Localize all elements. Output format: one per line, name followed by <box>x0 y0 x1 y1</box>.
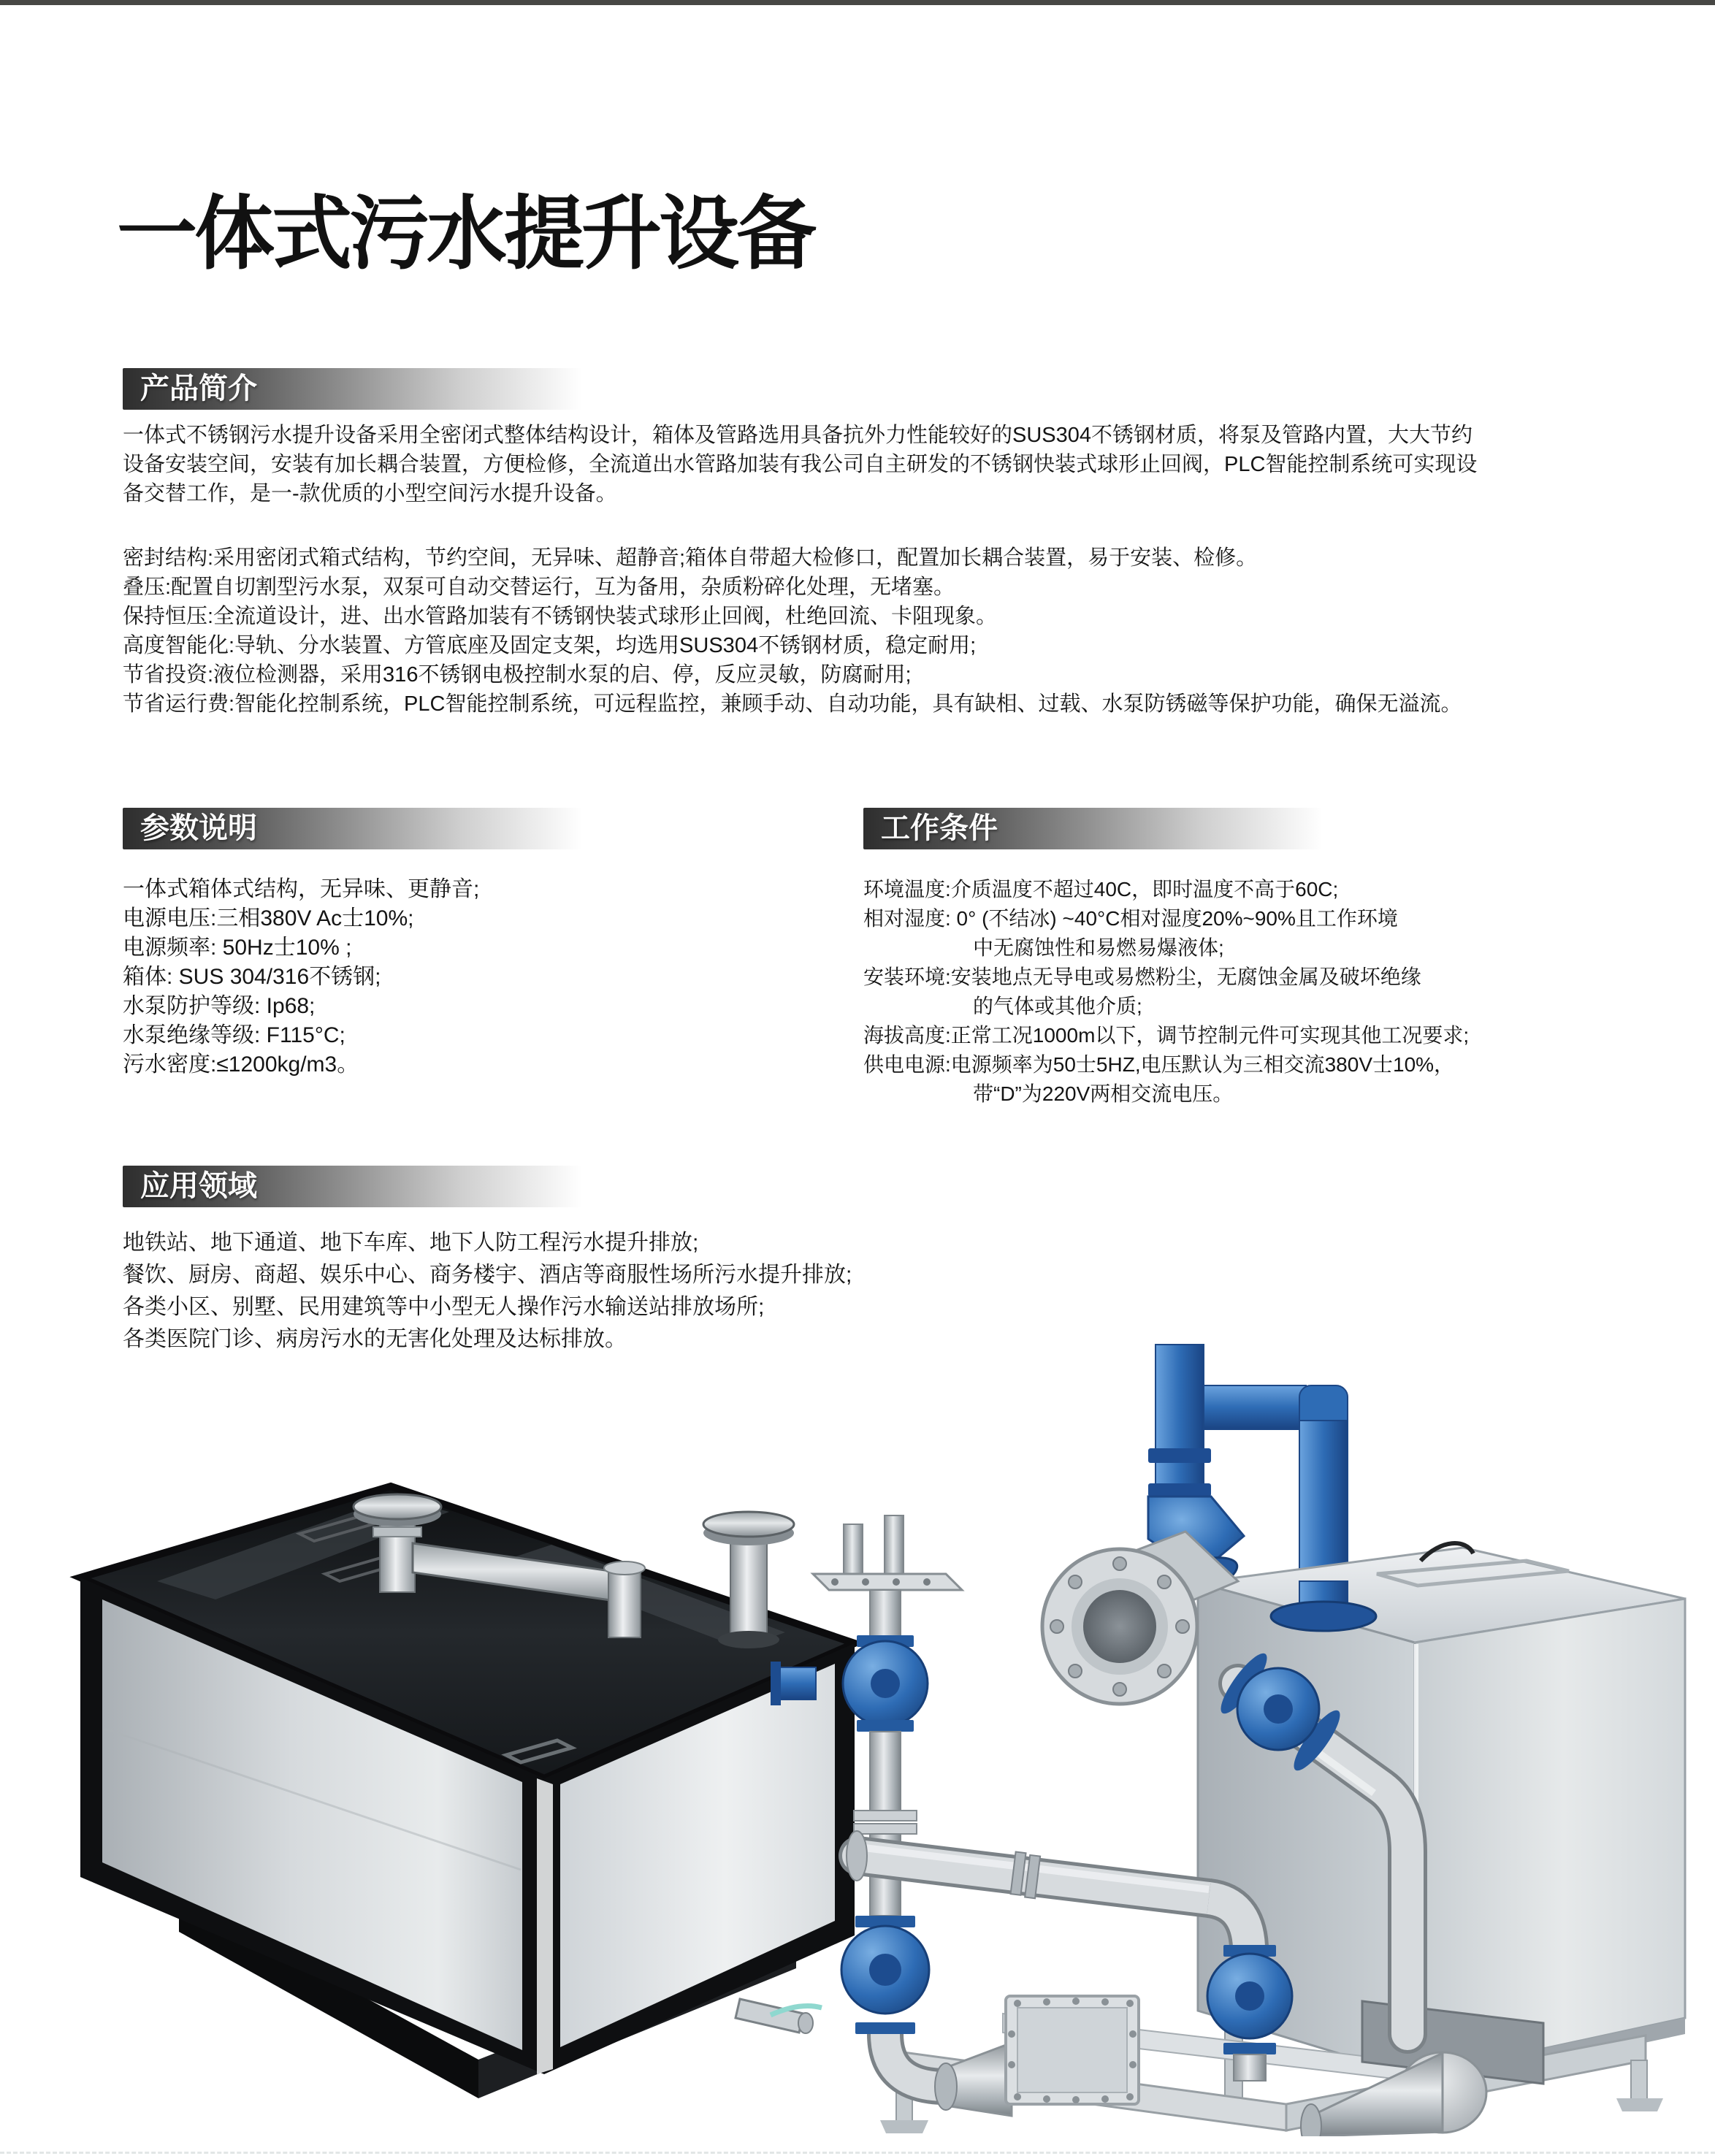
params-line: 电源电压:三相380V Ac士10%; <box>123 906 414 930</box>
section-conditions-heading: 工作条件 <box>863 808 1347 849</box>
bottom-dashed-line <box>0 2152 1715 2154</box>
applications-line: 地铁站、地下通道、地下车库、地下人防工程污水提升排放; <box>123 1231 699 1255</box>
applications-line: 餐饮、厨房、商超、娱乐中心、商务楼宇、酒店等商服性场所污水提升排放; <box>123 1263 852 1287</box>
params-line: 箱体: SUS 304/316不锈钢; <box>123 965 381 989</box>
conditions-line: 环境温度:介质温度不超过40C，即时温度不高于60C; <box>863 878 1339 901</box>
conditions-line: 海拔高度:正常工况1000m以下，调节控制元件可实现其他工况要求; <box>863 1024 1470 1047</box>
feature-line: 节省投资:液位检测器，采用316不锈钢电极控制水泵的启、停，反应灵敏，防腐耐用; <box>123 663 912 687</box>
conditions-line: 安装环境:安装地点无导电或易燃粉尘，无腐蚀金属及破坏绝缘 <box>863 966 1421 988</box>
intro-paragraph-line: 设备安装空间，安装有加长耦合装置，方便检修，全流道出水管路加装有我公司自主研发的不锈钢快装式球形止回阀，PLC智能控制系统可实现设 <box>123 453 1478 476</box>
stainless-tank-illustration <box>69 1457 866 2114</box>
pump-unit-illustration <box>771 1340 1706 2136</box>
feature-line: 密封结构:采用密闭式箱式结构，节约空间，无异味、超静音;箱体自带超大检修口，配置加长耦合装置，易于安装、检修。 <box>123 546 1258 570</box>
params-line: 水泵防护等级: Ip68; <box>123 994 316 1018</box>
intro-paragraph-line: 备交替工作，是一-款优质的小型空间污水提升设备。 <box>123 482 617 505</box>
conditions-line: 相对湿度: 0° (不结冰) ~40°C相对湿度20%~90%且工作环境 <box>863 907 1398 930</box>
conditions-line: 供电电源:电源频率为50士5HZ,电压默认为三相交流380V士10%， <box>863 1053 1455 1076</box>
conditions-list <box>863 875 1469 1109</box>
applications-line: 各类小区、别墅、民用建筑等中小型无人操作污水输送站排放场所; <box>123 1295 765 1319</box>
params-line: 水泵绝缘等级: F115°C; <box>123 1023 345 1047</box>
feature-line: 保持恒压:全流道设计，进、出水管路加装有不锈钢快装式球形止回阀，杜绝回流、卡阻现象。 <box>123 605 998 628</box>
intro-paragraph-line: 一体式不锈钢污水提升设备采用全密闭式整体结构设计，箱体及管路选用具备抗外力性能较好的SUS304不锈钢材质，将泵及管路内置，大大节约 <box>123 424 1473 447</box>
conditions-line: 带“D”为220V两相交流电压。 <box>973 1082 1234 1105</box>
section-intro-heading: 产品简介 <box>123 368 606 410</box>
feature-line: 节省运行费:智能化控制系统，PLC智能控制系统，可远程监控，兼顾手动、自动功能，具有缺相、过载、水泵防锈磁等保护功能，确保无溢流。 <box>123 692 1462 716</box>
params-line: 一体式箱体式结构，无异味、更静音; <box>123 877 480 901</box>
section-applications-heading: 应用领域 <box>123 1166 606 1207</box>
intro-paragraph <box>123 421 1477 508</box>
feature-list <box>123 543 1462 719</box>
tank-figure <box>69 1457 866 2118</box>
section-params-heading: 参数说明 <box>123 808 606 849</box>
pump-unit-figure <box>771 1340 1706 2140</box>
conditions-line: 的气体或其他介质; <box>973 995 1142 1017</box>
applications-list <box>123 1227 852 1356</box>
params-list <box>123 875 479 1079</box>
applications-line: 各类医院门诊、病房污水的无害化处理及达标排放。 <box>123 1327 627 1351</box>
conditions-line: 中无腐蚀性和易燃易爆液体; <box>973 936 1224 959</box>
params-line: 污水密度:≤1200kg/m3。 <box>123 1052 359 1077</box>
page-title: 一体式污水提升设备 <box>117 189 814 279</box>
feature-line: 叠压:配置自切割型污水泵，双泵可自动交替运行，互为备用，杂质粉碎化处理，无堵塞。 <box>123 576 955 599</box>
top-border <box>0 0 1715 5</box>
params-line: 电源频率: 50Hz士10% ; <box>123 936 352 960</box>
feature-line: 高度智能化:导轨、分水装置、方管底座及固定支架，均选用SUS304不锈钢材质，稳定耐用; <box>123 634 977 657</box>
